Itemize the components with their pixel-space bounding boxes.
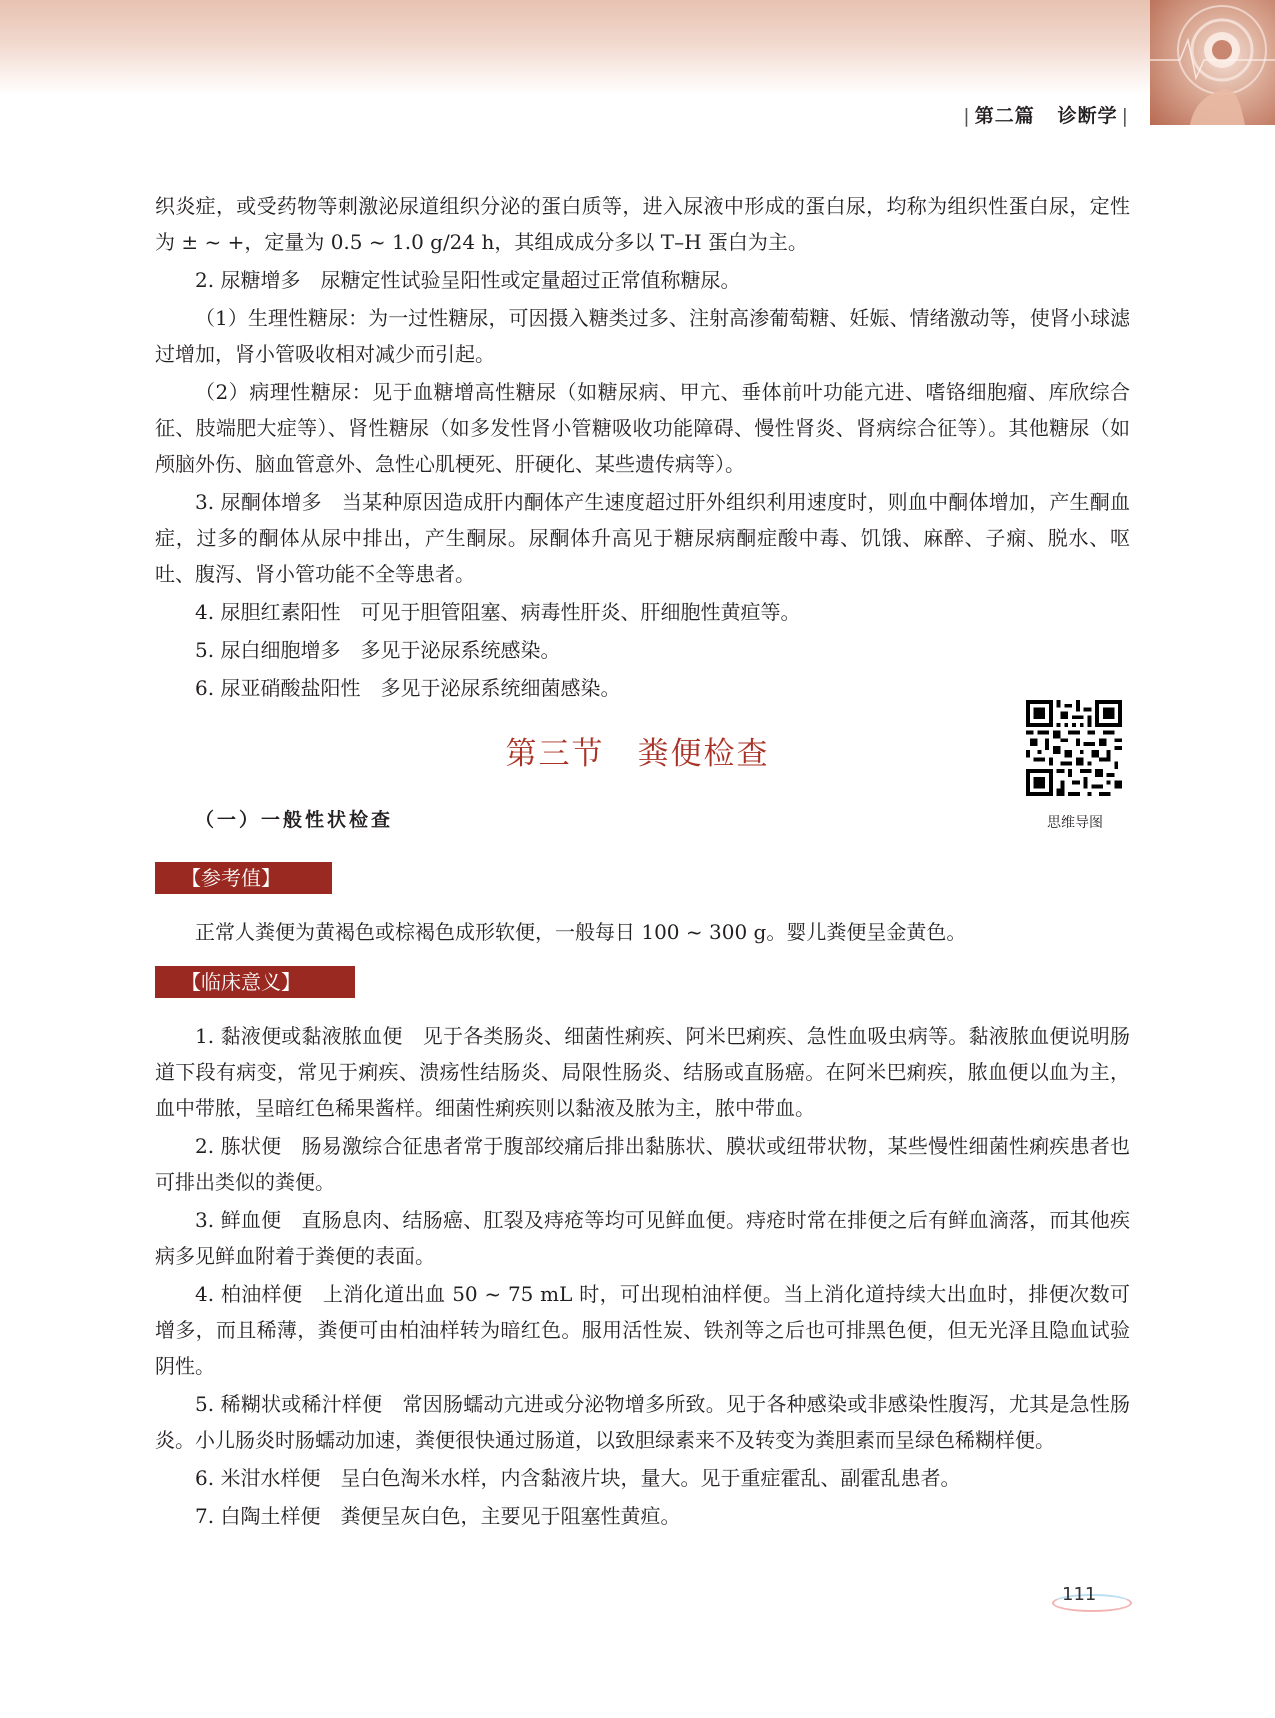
paragraph: 4. 柏油样便 上消化道出血 50 ~ 75 mL 时，可出现柏油样便。当上消化道持续大出血时，排便次数可增多，而且稀薄，粪便可由柏油样转为暗红色。服用活性炭、铁剂等之后也可排黑色便，但无光泽且隐血试验阴性。: [155, 1282, 1130, 1378]
paragraph: 2. 尿糖增多 尿糖定性试验呈阳性或定量超过正常值称糖尿。: [195, 268, 741, 292]
reference-banner: 【参考值】: [155, 862, 332, 894]
reference-section: [155, 914, 1130, 952]
paragraph: 7. 白陶土样便 粪便呈灰白色，主要见于阻塞性黄疸。: [195, 1504, 681, 1528]
header-subject: 诊断学: [1057, 105, 1118, 127]
paragraph: 6. 尿亚硝酸盐阳性 多见于泌尿系统细菌感染。: [195, 676, 621, 700]
paragraph: 5. 稀糊状或稀汁样便 常因肠蠕动亢进或分泌物增多所致。见于各种感染或非感染性腹泻，尤其是急性肠炎。小儿肠炎时肠蠕动加速，粪便很快通过肠道，以致胆绿素来不及转变为粪胆素而呈绿色稀糊样便。: [155, 1392, 1130, 1452]
reference-text: 正常人粪便为黄褐色或棕褐色成形软便，一般每日 100 ~ 300 g。婴儿粪便呈金黄色。: [195, 920, 967, 944]
subheading: （一）一般性状检查: [195, 809, 394, 831]
header-band: [0, 0, 1275, 95]
paragraph: 织炎症，或受药物等刺激泌尿道组织分泌的蛋白质等，进入尿液中形成的蛋白尿，均称为组织性蛋白尿，定性为 ± ~ +，定量为 0.5 ~ 1.0 g/24 h，其组成成分多以 T–H 蛋白为主。: [155, 194, 1130, 254]
paragraph: 6. 米泔水样便 呈白色淘米水样，内含黏液片块，量大。见于重症霍乱、副霍乱患者。: [195, 1466, 961, 1490]
header-part: 第二篇: [974, 105, 1035, 127]
page-number: 111: [1062, 1584, 1097, 1605]
paragraph: 2. 胨状便 肠易激综合征患者常于腹部绞痛后排出黏胨状、膜状或纽带状物，某些慢性细菌性痢疾患者也可排出类似的粪便。: [155, 1134, 1130, 1194]
paragraph: 3. 鲜血便 直肠息肉、结肠癌、肛裂及痔疮等均可见鲜血便。痔疮时常在排便之后有鲜血滴落，而其他疾病多见鲜血附着于粪便的表面。: [155, 1208, 1130, 1268]
stethoscope-image: [1150, 0, 1275, 125]
paragraph: 3. 尿酮体增多 当某种原因造成肝内酮体产生速度超过肝外组织利用速度时，则血中酮体增加，产生酮血症，过多的酮体从尿中排出，产生酮尿。尿酮体升高见于糖尿病酮症酸中毒、饥饿、麻醉、子痫、脱水、呕吐、腹泻、肾小管功能不全等患者。: [155, 490, 1130, 586]
body-text-top: [155, 188, 1130, 708]
stethoscope-icon: [1150, 0, 1275, 125]
clinical-banner: 【临床意义】: [155, 966, 355, 998]
paragraph: （1）生理性糖尿：为一过性糖尿，可因摄入糖类过多、注射高渗葡萄糖、妊娠、情绪激动等，使肾小球滤过增加，肾小管吸收相对减少而引起。: [155, 306, 1130, 366]
clinical-section: [155, 1018, 1130, 1536]
paragraph: 1. 黏液便或黏液脓血便 见于各类肠炎、细菌性痢疾、阿米巴痢疾、急性血吸虫病等。黏液脓血便说明肠道下段有病变，常见于痢疾、溃疡性结肠炎、局限性肠炎、结肠或直肠癌。在阿米巴痢疾，脓血便以血为主，血中带脓，呈暗红色稀果酱样。细菌性痢疾则以黏液及脓为主，脓中带血。: [155, 1024, 1130, 1120]
section-title: 第三节 粪便检查: [505, 736, 770, 772]
paragraph: （2）病理性糖尿：见于血糖增高性糖尿（如糖尿病、甲亢、垂体前叶功能亢进、嗜铬细胞瘤、库欣综合征、肢端肥大症等）、肾性糖尿（如多发性肾小管糖吸收功能障碍、慢性肾炎、肾病综合征等）。其他糖尿（如颅脑外伤、脑血管意外、急性心肌梗死、肝硬化、某些遗传病等）。: [155, 380, 1130, 476]
qr-code-icon[interactable]: [1026, 700, 1122, 796]
running-header: | 第二篇 诊断学 |: [963, 105, 1129, 127]
paragraph: 4. 尿胆红素阳性 可见于胆管阻塞、病毒性肝炎、肝细胞性黄疸等。: [195, 600, 801, 624]
qr-label: 思维导图: [1047, 815, 1103, 831]
paragraph: 5. 尿白细胞增多 多见于泌尿系统感染。: [195, 638, 561, 662]
